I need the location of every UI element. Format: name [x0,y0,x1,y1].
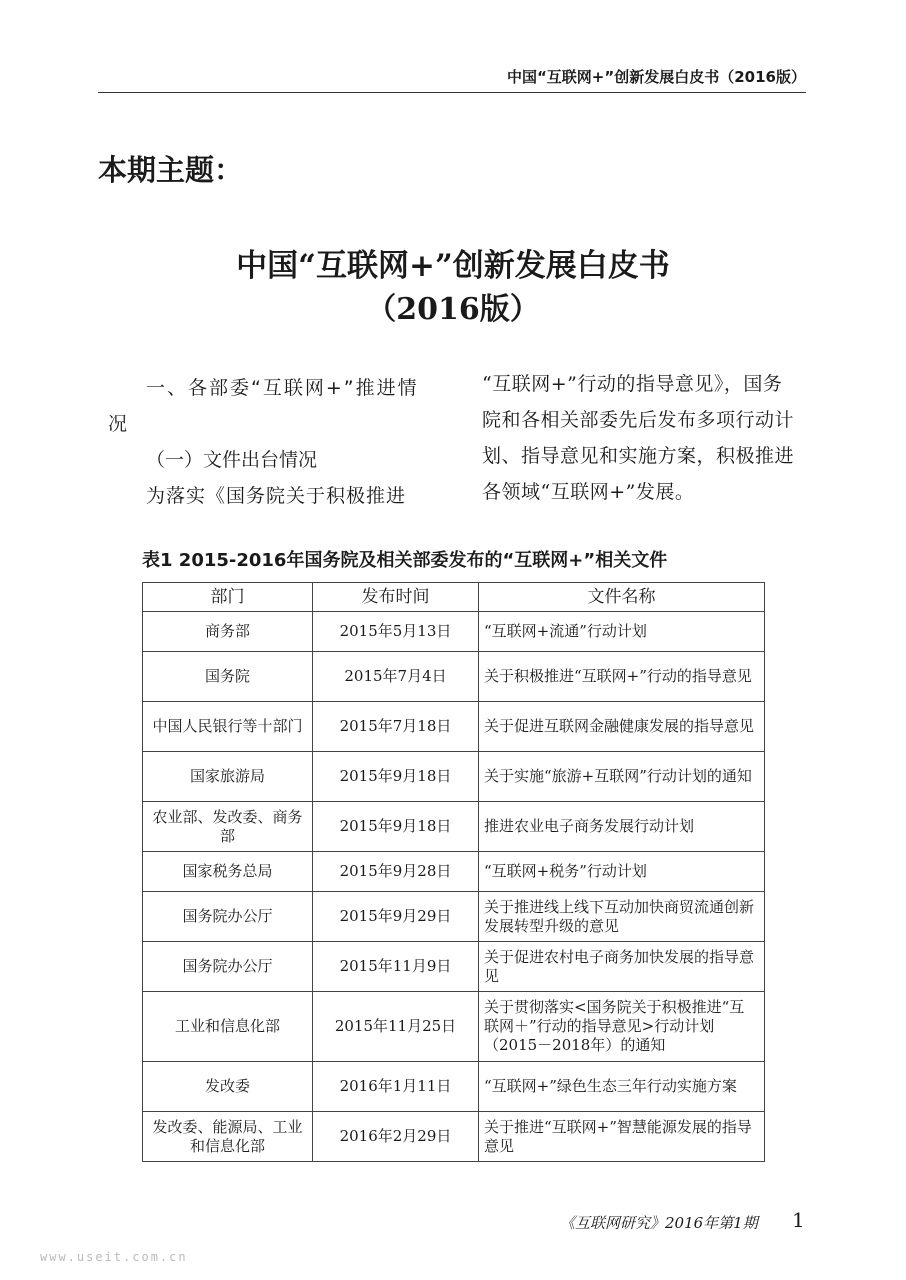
cell-department: 发改委 [143,1062,313,1112]
issue-theme-label: 本期主题： [98,153,244,187]
header-department: 部门 [143,583,313,612]
table-row [143,892,765,942]
cell-document-name: 关于促进互联网金融健康发展的指导意见 [479,702,765,752]
cell-department: 商务部 [143,612,313,652]
cell-department: 农业部、发改委、商务部 [143,802,313,852]
table-header-row [143,583,765,612]
cell-date: 2015年5月13日 [313,612,479,652]
cell-document-name: 推进农业电子商务发展行动计划 [479,802,765,852]
footer-journal: 《互联网研究》2016年第1期 [560,1214,758,1232]
table-row [143,992,765,1062]
cell-department: 工业和信息化部 [143,992,313,1062]
cell-date: 2016年1月11日 [313,1062,479,1112]
table-row [143,1062,765,1112]
cell-department: 中国人民银行等十部门 [143,702,313,752]
table-row [143,652,765,702]
running-header: 中国“互联网+”创新发展白皮书（2016版） [98,66,806,93]
cell-document-name: 关于积极推进“互联网+”行动的指导意见 [479,652,765,702]
cell-department: 国务院办公厅 [143,942,313,992]
cell-date: 2015年7月18日 [313,702,479,752]
table-row [143,1112,765,1162]
documents-table [142,582,765,1162]
cell-date: 2015年11月25日 [313,992,479,1062]
document-subtitle: （2016版） [366,292,540,327]
cell-document-name: 关于推进“互联网+”智慧能源发展的指导意见 [479,1112,765,1162]
document-title: 中国“互联网+”创新发展白皮书 [236,248,670,284]
cell-date: 2015年7月4日 [313,652,479,702]
cell-document-name: “互联网+流通”行动计划 [479,612,765,652]
cell-document-name: “互联网+税务”行动计划 [479,852,765,892]
table-row [143,752,765,802]
cell-document-name: 关于推进线上线下互动加快商贸流通创新发展转型升级的意见 [479,892,765,942]
cell-document-name: 关于促进农村电子商务加快发展的指导意见 [479,942,765,992]
cell-date: 2016年2月29日 [313,1112,479,1162]
table-row [143,942,765,992]
cell-date: 2015年9月18日 [313,752,479,802]
cell-document-name: “互联网+”绿色生态三年行动实施方案 [479,1062,765,1112]
subsection-heading: （一）文件出台情况 [146,449,318,471]
cell-date: 2015年9月29日 [313,892,479,942]
cell-department: 国务院办公厅 [143,892,313,942]
cell-department: 国家旅游局 [143,752,313,802]
table-row [143,702,765,752]
right-column [482,366,800,510]
cell-department: 国务院 [143,652,313,702]
table-caption: 表1 2015-2016年国务院及相关部委发布的“互联网+”相关文件 [142,550,668,571]
paragraph-left: 为落实《国务院关于积极推进 [146,485,407,507]
section-heading: 一、各部委“互联网+”推进情况 [108,377,419,435]
cell-department: 发改委、能源局、工业和信息化部 [143,1112,313,1162]
header-date: 发布时间 [313,583,479,612]
cell-document-name: 关于贯彻落实<国务院关于积极推进“互联网＋”行动的指导意见>行动计划（2015－2018年）的通知 [479,992,765,1062]
cell-date: 2015年11月9日 [313,942,479,992]
watermark: www.useit.com.cn [40,1250,188,1264]
table-row [143,852,765,892]
cell-department: 国家税务总局 [143,852,313,892]
cell-document-name: 关于实施“旅游+互联网”行动计划的通知 [479,752,765,802]
cell-date: 2015年9月28日 [313,852,479,892]
table-row [143,612,765,652]
header-document-name: 文件名称 [479,583,765,612]
page-number: 1 [792,1208,805,1232]
table-row [143,802,765,852]
paragraph-right: “互联网+”行动的指导意见》，国务院和各相关部委先后发布多项行动计划、指导意见和实施方案，积极推进各领域“互联网+”发展。 [482,373,795,503]
left-column [108,370,428,514]
cell-date: 2015年9月18日 [313,802,479,852]
